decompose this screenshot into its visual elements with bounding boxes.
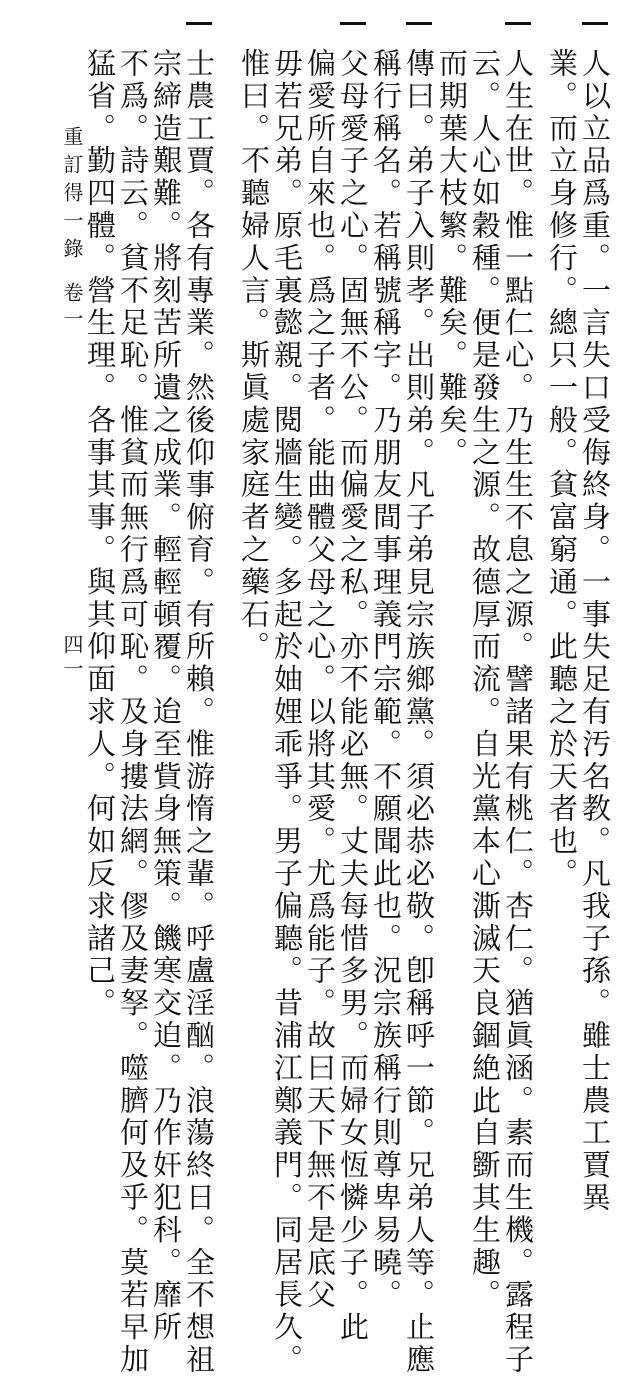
page-number: 四一 bbox=[60, 634, 84, 682]
book-title: 重訂得一錄 bbox=[60, 126, 84, 266]
text-column-9: 偏愛所自來也。爲之子者。能曲體父母之心。以將其愛。尤爲能子。故曰天下無不是底父 bbox=[303, 48, 337, 1312]
section-marker bbox=[505, 22, 531, 25]
text-column-14: 不爲。詩云。貧不足恥。惟貧而無行爲可恥。及身摟法網。僇及妻孥。噬臍何及乎。莫若早加 bbox=[116, 48, 150, 1376]
volume-label: 卷一 bbox=[60, 282, 84, 334]
text-column-3: 人生在世。惟一點仁心。乃生生不息之源。譬諸果有桃仁。杏仁。猶眞涵。素而生機。露程子 bbox=[501, 48, 535, 1376]
text-column-2: 業。而立身修行。總只一般。貧富窮通。此聽之於天者也。 bbox=[545, 48, 579, 891]
text-column-15: 猛省。勤四體。營生理。各事其事。與其仰面求人。何如反求諸己。 bbox=[83, 48, 117, 1020]
text-column-12: 士農工賈。各有專業。然後仰事俯育。有所賴。惟游惰之輩。呼盧淫酗。浪蕩終日。全不想祖 bbox=[182, 48, 216, 1376]
text-column-1: 人以立品爲重。一言失口受侮終身。一事失足有汚名教。凡我子孫。雖士農工賈異 bbox=[578, 48, 612, 1215]
text-column-10: 毋若兄弟。原毛裏懿親。閱牆生變。多起於妯娌乖爭。男子偏聽。昔浦江鄭義門。同居長久。 bbox=[270, 48, 304, 1376]
section-marker bbox=[406, 22, 432, 25]
text-column-5: 而期葉大枝繁。難矣。難矣。 bbox=[435, 48, 469, 470]
text-column-7: 稱行稱名。若稱號稱字。乃朋友間事理義門宗範。不願聞此也。況宗族稱行則尊卑易曉。 bbox=[369, 48, 403, 1312]
text-column-4: 云。人心如穀種。便是發生之源。故德厚而流。自光黨本心澌滅天良錮絶此自斵其生趣。 bbox=[468, 48, 502, 1312]
section-marker bbox=[340, 22, 366, 25]
section-marker bbox=[582, 22, 608, 25]
text-column-8: 父母愛子之心。固無不公。而偏愛之私。亦不能必無。丈夫每惜多男。而婦女恆憐少子。此 bbox=[336, 48, 370, 1344]
text-column-11: 惟曰。不聽婦人言。斯眞處家庭者之藥石。 bbox=[237, 48, 271, 664]
text-column-13: 宗締造艱難。將刻苦所遺之成業。輕輕頓覆。迨至貲身無策。饑寒交迫。乃作奸犯科。靡所 bbox=[149, 48, 183, 1344]
text-column-6: 傳曰。弟子入則孝。出則弟。凡子弟見宗族鄉黨。須必恭必敬。卽稱呼一節。兄弟人等。止應 bbox=[402, 48, 436, 1376]
section-marker bbox=[186, 22, 212, 25]
